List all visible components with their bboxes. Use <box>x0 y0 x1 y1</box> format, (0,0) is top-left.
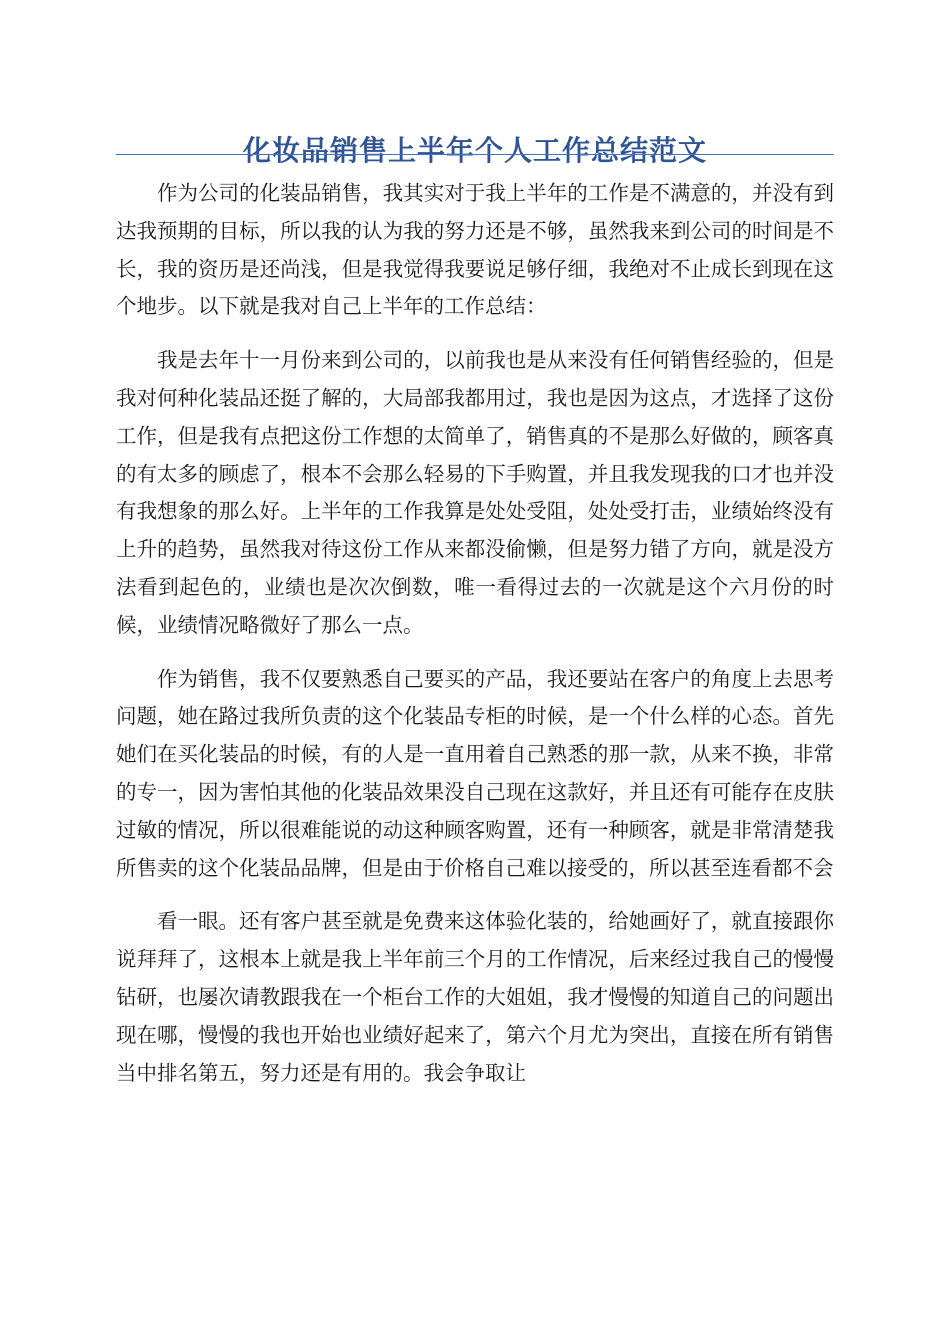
document-body <box>116 175 834 1108</box>
title-underline <box>116 154 834 155</box>
body-paragraph: 作为公司的化装品销售，我其实对于我上半年的工作是不满意的，并没有到达我预期的目标，所以我的认为我的努力还是不够，虽然我来到公司的时间是不长，我的资历是还尚浅，但是我觉得我要说足够仔细，我绝对不止成长到现在这个地步。以下就是我对自己上半年的工作总结： <box>116 181 834 319</box>
document-title: 化妆品销售上半年个人工作总结范文 <box>242 133 707 167</box>
body-paragraph: 作为销售，我不仅要熟悉自己要买的产品，我还要站在客户的角度上去思考问题，她在路过我所负责的这个化装品专柜的时候，是一个什么样的心态。首先她们在买化装品的时候，有的人是一直用着自己熟悉的那一款，从来不换，非常的专一，因为害怕其他的化装品效果没自己现在这款好，并且还有可能存在皮肤过敏的情况，所以很难能说的动这种顾客购置，还有一种顾客，就是非常清楚我所售卖的这个化装品品牌，但是由于价格自己难以接受的，所以甚至连看都不会 <box>116 666 834 880</box>
body-paragraph: 看一眼。还有客户甚至就是免费来这体验化装的，给她画好了，就直接跟你说拜拜了，这根本上就是我上半年前三个月的工作情况，后来经过我自己的慢慢钻研，也屡次请教跟我在一个柜台工作的大姐姐，我才慢慢的知道自己的问题出现在哪，慢慢的我也开始也业绩好起来了，第六个月尤为突出，直接在所有销售当中排名第五，努力还是有用的。我会争取让 <box>116 909 834 1085</box>
body-paragraph: 我是去年十一月份来到公司的，以前我也是从来没有任何销售经验的，但是我对何种化装品还挺了解的，大局部我都用过，我也是因为这点，才选择了这份工作，但是我有点把这份工作想的太简单了，销售真的不是那么好做的，顾客真的有太多的顾虑了，根本不会那么轻易的下手购置，并且我发现我的口才也并没有我想象的那么好。上半年的工作我算是处处受阻，处处受打击，业绩始终没有上升的趋势，虽然我对待这份工作从来都没偷懒，但是努力错了方向，就是没方法看到起色的，业绩也是次次倒数，唯一看得过去的一次就是这个六月份的时候，业绩情况略微好了那么一点。 <box>116 348 834 637</box>
